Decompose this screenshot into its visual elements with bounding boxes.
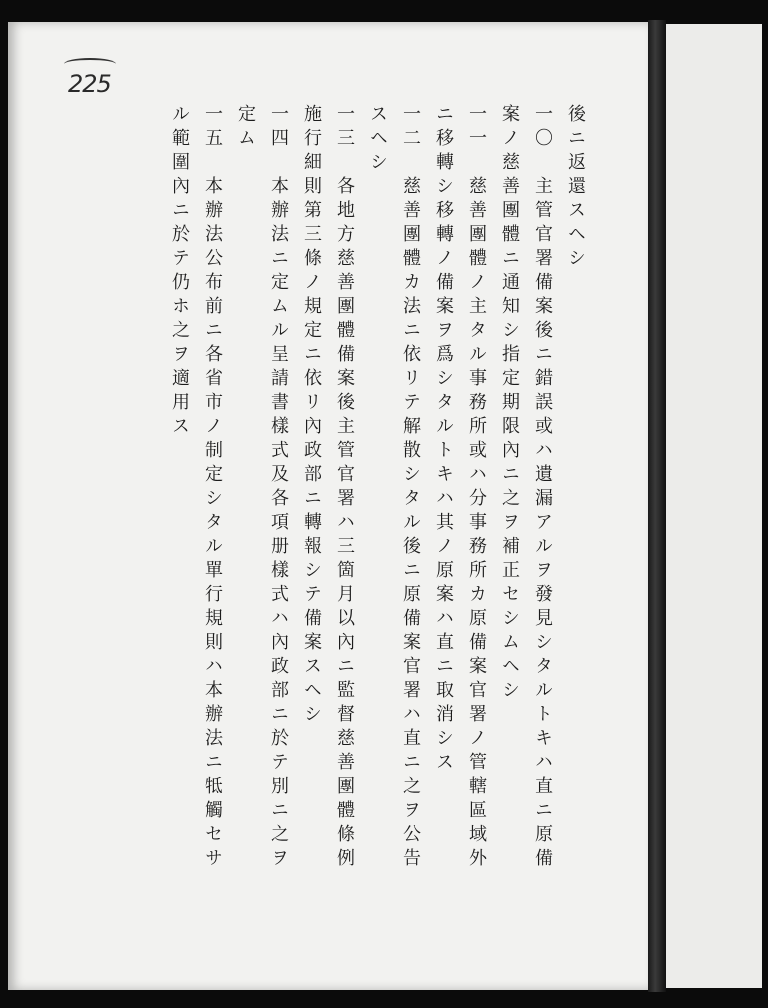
text-line: 一一 慈善團體ノ主タル事務所或ハ分事務所カ原備案官署ノ管轄區域外 — [466, 104, 487, 872]
text-line: 案ノ慈善團體ニ通知シ指定期限內ニ之ヲ補正セシムヘシ — [499, 104, 520, 704]
text-line: ニ移轉シ移轉ノ備案ヲ爲シタルトキハ其ノ原案ハ直ニ取消シス — [433, 104, 454, 776]
text-line: 一二 慈善團體カ法ニ依リテ解散シタル後ニ原備案官署ハ直ニ之ヲ公告 — [400, 104, 421, 872]
vertical-text-block — [169, 104, 592, 924]
text-line: 一〇 主管官署備案後ニ錯誤或ハ遺漏アルヲ發見シタルトキハ直ニ原備 — [532, 104, 553, 872]
text-line: 施行細則第三條ノ規定ニ依リ內政部ニ轉報シテ備案スヘシ — [301, 104, 322, 728]
text-line: 後ニ返還スヘシ — [565, 104, 586, 272]
text-line: ル範圍內ニ於テ仍ホ之ヲ適用ス — [169, 104, 190, 440]
adjacent-page — [666, 24, 762, 988]
book-spine — [648, 20, 666, 992]
pencil-page-number: 225 — [68, 70, 111, 98]
text-line: スヘシ — [367, 104, 388, 176]
text-line: 一三 各地方慈善團體備案後主管官署ハ三箇月以內ニ監督慈善團體條例 — [334, 104, 355, 872]
pencil-mark-dash — [64, 58, 116, 70]
text-line: 定ム — [235, 104, 256, 152]
text-line: 一五 本辦法公布前ニ各省市ノ制定シタル單行規則ハ本辦法ニ牴觸セサ — [202, 104, 223, 872]
text-line: 一四 本辦法ニ定ムル呈請書樣式及各項册樣式ハ內政部ニ於テ別ニ之ヲ — [268, 104, 289, 872]
